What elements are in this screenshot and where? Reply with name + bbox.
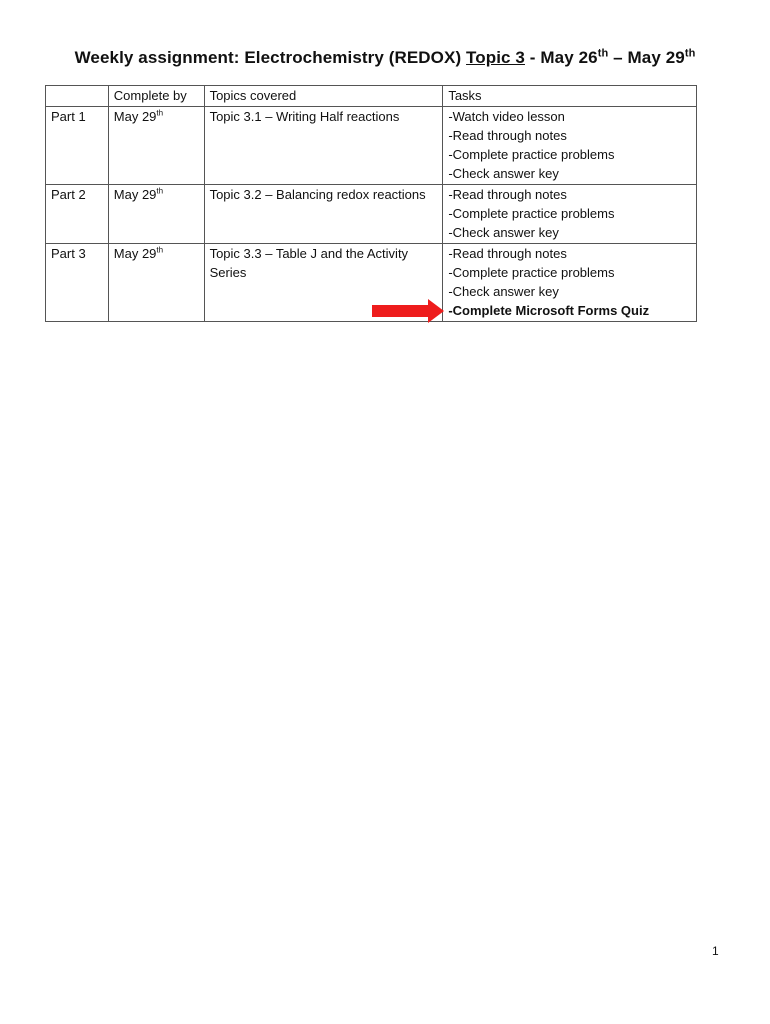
part-cell: Part 2 xyxy=(46,185,109,244)
title-start-date: - May 26 xyxy=(524,48,598,67)
task-item: -Check answer key xyxy=(448,284,559,299)
date-suffix: th xyxy=(156,186,164,196)
task-item: -Complete practice problems xyxy=(448,147,615,162)
header-tasks: Tasks xyxy=(443,86,697,107)
table-row xyxy=(46,185,697,244)
date-cell xyxy=(108,185,204,244)
task-item: -Complete practice problems xyxy=(448,265,615,280)
task-item: -Check answer key xyxy=(448,166,559,181)
title-start-date-suffix: th xyxy=(597,47,609,60)
date-text: May 29 xyxy=(113,187,157,202)
task-item: -Check answer key xyxy=(448,225,559,240)
page-number: 1 xyxy=(712,944,719,958)
date-suffix: th xyxy=(156,108,164,118)
header-complete-by: Complete by xyxy=(108,86,204,107)
topic-cell: Topic 3.3 – Table J and the Activity Series xyxy=(204,244,443,322)
tasks-cell xyxy=(443,185,697,244)
date-cell xyxy=(108,244,204,322)
task-item-highlighted: -Complete Microsoft Forms Quiz xyxy=(448,303,650,318)
part-cell: Part 3 xyxy=(46,244,109,322)
topic-cell: Topic 3.2 – Balancing redox reactions xyxy=(204,185,443,244)
title-topic: Topic 3 xyxy=(466,48,525,67)
date-suffix: th xyxy=(156,245,164,255)
tasks-cell xyxy=(443,244,697,322)
date-cell xyxy=(108,107,204,185)
topic-cell: Topic 3.1 – Writing Half reactions xyxy=(204,107,443,185)
task-item: -Read through notes xyxy=(448,246,567,261)
date-text: May 29 xyxy=(113,246,157,261)
title-prefix: Weekly assignment: Electrochemistry (REDOX) xyxy=(74,48,467,67)
table-row xyxy=(46,107,697,185)
header-topics-covered: Topics covered xyxy=(204,86,443,107)
tasks-cell xyxy=(443,107,697,185)
table-row xyxy=(46,244,697,322)
task-item: -Read through notes xyxy=(448,187,567,202)
title-end-date: – May 29 xyxy=(608,48,685,67)
header-part xyxy=(46,86,109,107)
page-title xyxy=(0,48,770,68)
title-end-date-suffix: th xyxy=(684,47,696,60)
task-item: -Complete practice problems xyxy=(448,206,615,221)
task-item: -Watch video lesson xyxy=(448,109,565,124)
assignment-table xyxy=(45,85,697,322)
table-header-row xyxy=(46,86,697,107)
task-item: -Read through notes xyxy=(448,128,567,143)
part-cell: Part 1 xyxy=(46,107,109,185)
date-text: May 29 xyxy=(113,109,157,124)
red-arrow-icon xyxy=(372,299,444,323)
